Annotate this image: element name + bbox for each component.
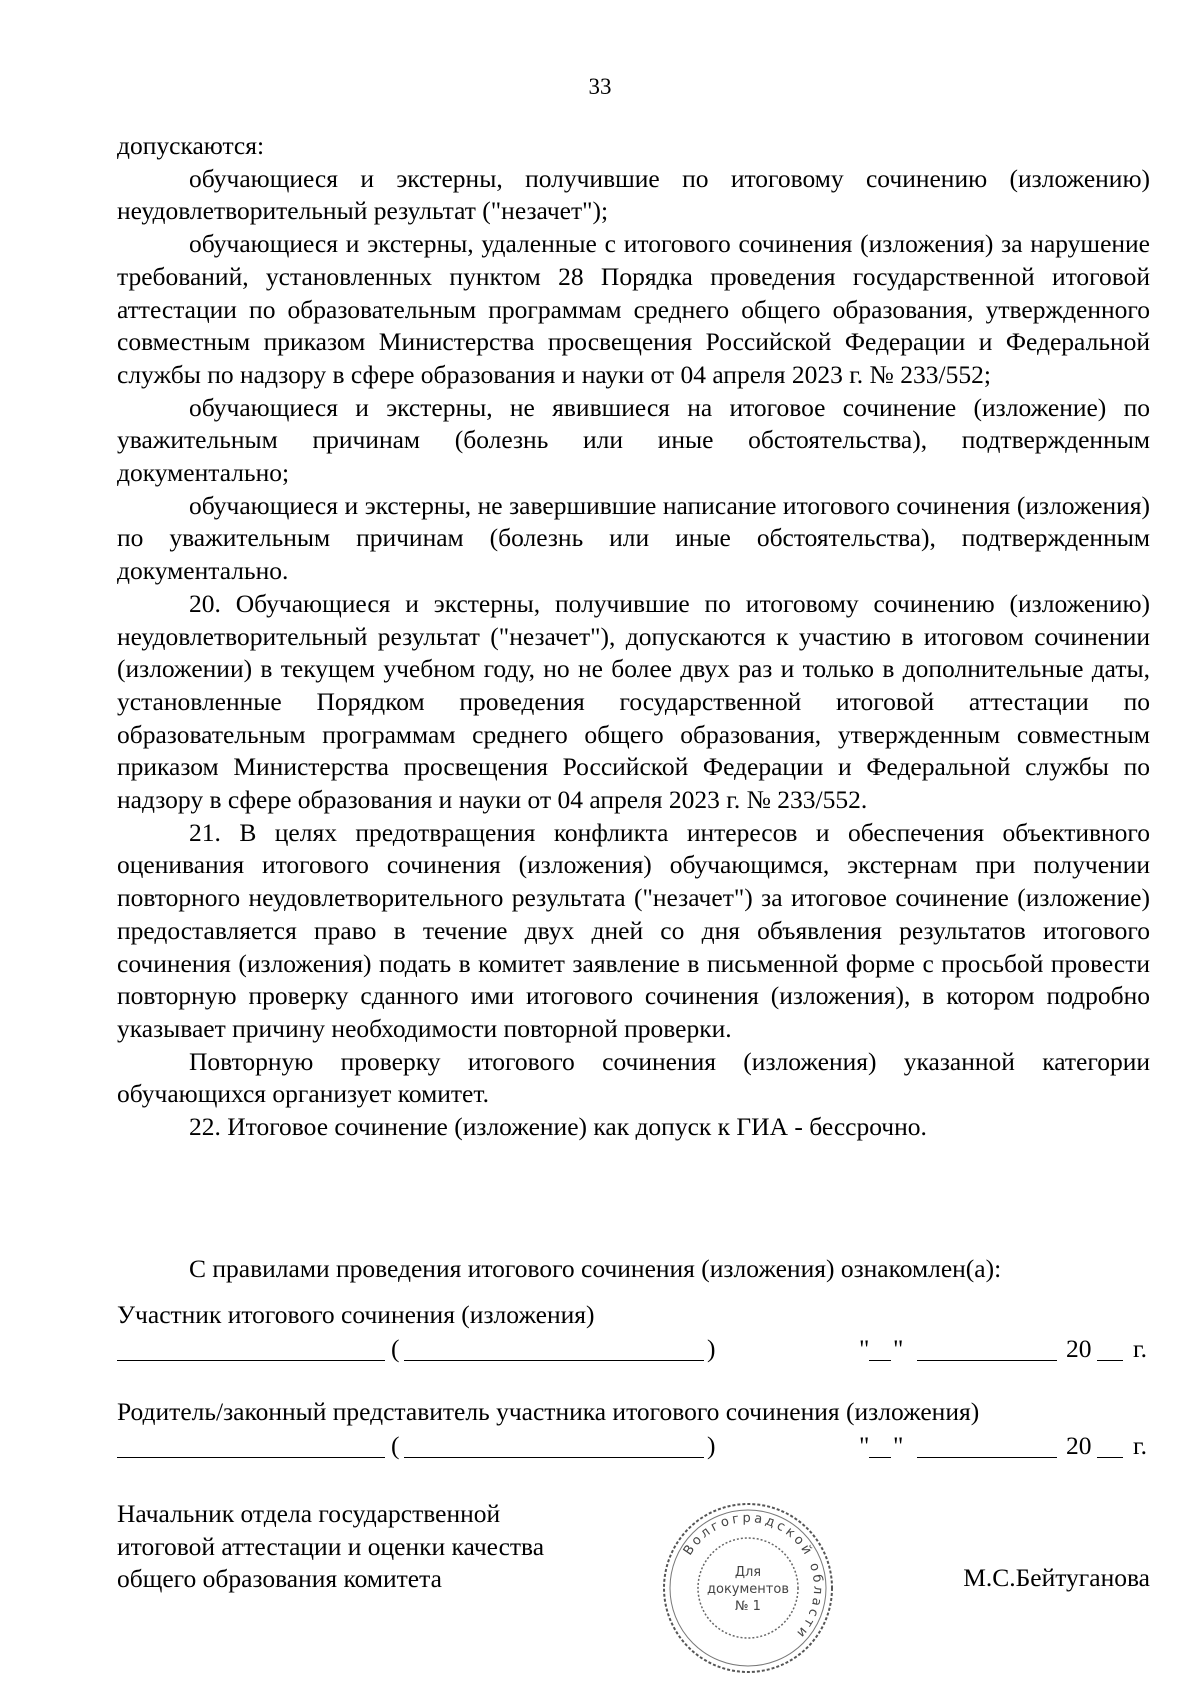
signature-blank [117,1457,385,1458]
quote-open: " [859,1334,870,1363]
paren-close: ) [707,1431,716,1460]
paragraph-item-22: 22. Итоговое сочинение (изложение) как допуск к ГИА - бессрочно. [189,1112,927,1142]
quote-open: " [859,1431,870,1460]
stamp-text-line: документов [707,1582,789,1597]
page-number: 33 [588,74,612,99]
paragraph: Повторную проверку итогового сочинения (изложения) указанной категории обучающихся организует комитет. [117,1046,1150,1109]
month-blank [917,1457,1057,1458]
parent-signature-line [117,1431,1150,1465]
quote-close: " [893,1431,904,1460]
official-title-line: итоговой аттестации и оценки качества [117,1531,545,1561]
signature-blank [117,1360,385,1361]
paren-open: ( [391,1431,400,1460]
acknowledgement-line: С правилами проведения итогового сочинения (изложения) ознакомлен(а): [189,1254,1002,1283]
stamp-text-line: Для [734,1565,762,1580]
day-blank [869,1457,891,1458]
official-title-line: общего образования комитета [117,1564,442,1593]
paragraph: обучающиеся и экстерны, не явившиеся на итоговое сочинение (изложение) по уважительным причинам (болезнь или иные обстоятельства), подтвержденным документально; [117,392,1150,488]
name-blank [404,1360,704,1361]
year-prefix: 20 [1066,1431,1092,1460]
participant-signature-line [117,1334,1150,1368]
official-name: М.С.Бейтуганова [963,1563,1150,1592]
seal-stamp-icon [660,1500,836,1676]
paragraph-item-20: 20. Обучающиеся и экстерны, получившие по итоговому сочинению (изложению) неудовлетворительный результат ("незачет"), допускаются к участию в итоговом сочинении (изложении) в текущем учебном году, но не более двух раз и только в дополнительные даты, установленные Порядком проведения государственной итоговой аттестации по образовательным программам среднего общего образования, утвержденным совместным приказом Министерства просвещения Российской Федерации и Федеральной службы по надзору в сфере образования и науки от 04 апреля 2023 г. № 233/552. [117,588,1150,815]
paragraph: обучающиеся и экстерны, не завершившие написание итогового сочинения (изложения) по уважительным причинам (болезнь или иные обстоятельства), подтвержденным документально. [117,490,1150,586]
paren-close: ) [707,1334,716,1363]
parent-label: Родитель/законный представитель участника итогового сочинения (изложения) [117,1397,980,1426]
paragraph: обучающиеся и экстерны, удаленные с итогового сочинения (изложения) за нарушение требований, установленных пунктом 28 Порядка проведения государственной итоговой аттестации по образовательным программам среднего общего образования, утвержденного совместным приказом Министерства просвещения Российской Федерации и Федеральной службы по надзору в сфере образования и науки от 04 апреля 2023 г. № 233/552; [117,229,1150,389]
stamp-text-line: № 1 [735,1599,761,1614]
paragraph-intro: допускаются: [117,131,265,160]
paren-open: ( [391,1334,400,1363]
year-blank [1097,1457,1123,1458]
official-title-line: Начальник отдела государственной [117,1499,501,1528]
paragraph-item-21: 21. В целях предотвращения конфликта интересов и обеспечения объективного оценивания итогового сочинения (изложения) обучающимся, экстернам при получении повторного неудовлетворительного результата ("незачет") за итоговое сочинение (изложение) предоставляется право в течение двух дней со дня объявления результатов итогового сочинения (изложения) подать в комитет заявление в письменной форме с просьбой провести повторную проверку сданного ими итогового сочинения (изложения), в котором подробно указывает причину необходимости повторной проверки. [117,817,1150,1043]
official-title [117,1498,637,1596]
day-blank [869,1360,891,1361]
year-prefix: 20 [1066,1334,1092,1363]
name-blank [404,1457,704,1458]
year-blank [1097,1360,1123,1361]
stamp-ring-text: Волгоградской области [680,1510,826,1643]
month-blank [917,1360,1057,1361]
body-text [117,130,1150,1144]
participant-label: Участник итогового сочинения (изложения) [117,1300,595,1329]
year-suffix: г. [1133,1334,1147,1363]
paragraph: обучающиеся и экстерны, получившие по итоговому сочинению (изложению) неудовлетворительный результат ("незачет"); [117,163,1150,226]
quote-close: " [893,1334,904,1363]
year-suffix: г. [1133,1431,1147,1460]
